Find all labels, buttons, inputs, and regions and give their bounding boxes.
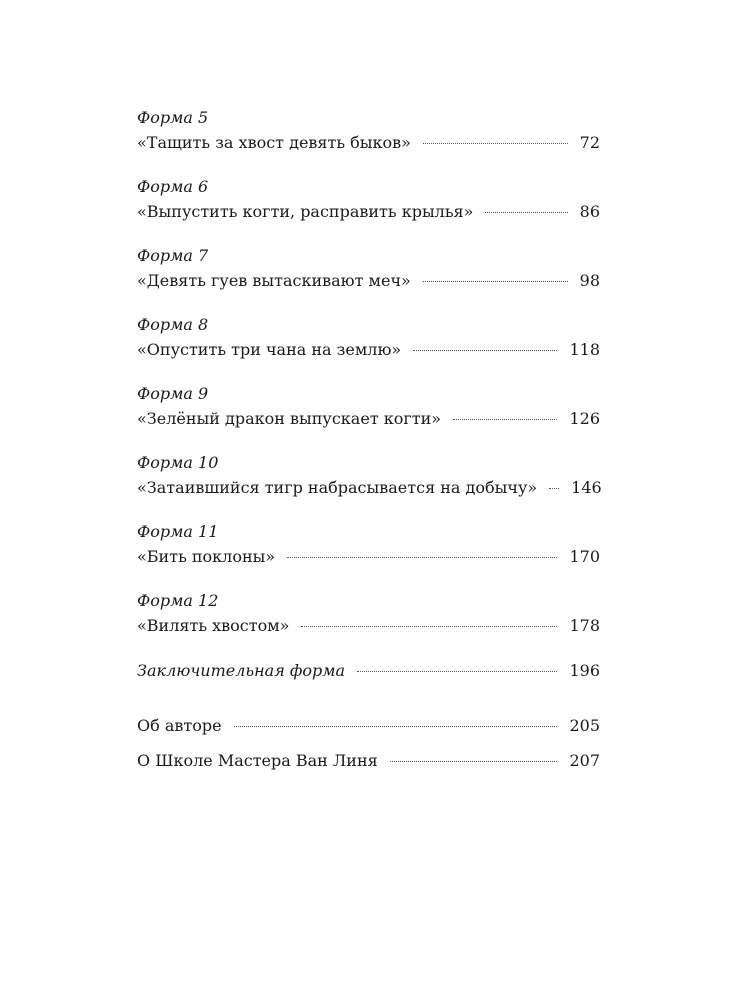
entry-title: «Выпустить когти, расправить крылья» <box>137 202 474 221</box>
dot-leader <box>549 488 559 489</box>
toc-line <box>137 337 600 363</box>
form-label: Форма 12 <box>137 591 219 610</box>
toc-entry-form-5[interactable] <box>137 106 600 156</box>
toc-line <box>137 130 600 156</box>
toc-line <box>137 268 600 294</box>
form-label: Форма 10 <box>137 453 219 472</box>
toc-line <box>137 544 600 570</box>
toc-line <box>137 475 600 501</box>
toc-appendix <box>137 713 600 774</box>
page-number: 126 <box>569 409 600 428</box>
page-number: 72 <box>579 133 600 152</box>
page-number: 118 <box>569 340 600 359</box>
entry-title: «Затаившийся тигр набрасывается на добычу» <box>137 478 538 497</box>
toc-line <box>137 658 600 684</box>
toc-entry-form-10[interactable] <box>137 451 600 501</box>
table-of-contents <box>137 106 600 783</box>
page-number: 98 <box>579 271 600 290</box>
dot-leader <box>413 350 557 351</box>
entry-title: «Зелёный дракон выпускает когти» <box>137 409 442 428</box>
toc-entry-about-school[interactable] <box>137 748 600 774</box>
toc-entry-form-11[interactable] <box>137 520 600 570</box>
toc-entry-form-8[interactable] <box>137 313 600 363</box>
spacer <box>137 703 600 713</box>
entry-title: О Школе Мастера Ван Линя <box>137 751 378 770</box>
toc-line <box>137 613 600 639</box>
dot-leader <box>390 761 558 762</box>
toc-entry-form-9[interactable] <box>137 382 600 432</box>
dot-leader <box>287 557 557 558</box>
entry-title: Об авторе <box>137 716 222 735</box>
entry-title: «Девять гуев вытаскивают меч» <box>137 271 411 290</box>
form-label: Форма 11 <box>137 522 219 541</box>
entry-title: Заключительная форма <box>137 661 346 680</box>
toc-line <box>137 199 600 225</box>
toc-entry-form-12[interactable] <box>137 589 600 639</box>
toc-entry-form-6[interactable] <box>137 175 600 225</box>
page-number: 86 <box>579 202 600 221</box>
dot-leader <box>234 726 558 727</box>
entry-title: «Вилять хвостом» <box>137 616 290 635</box>
page-number: 205 <box>569 716 600 735</box>
toc-entry-final-form[interactable] <box>137 658 600 684</box>
entry-title: «Опустить три чана на землю» <box>137 340 402 359</box>
form-label: Форма 9 <box>137 384 209 403</box>
dot-leader <box>485 212 567 213</box>
page-number: 146 <box>571 478 602 497</box>
form-label: Форма 6 <box>137 177 209 196</box>
entry-title: «Тащить за хвост девять быков» <box>137 133 411 152</box>
form-label: Форма 7 <box>137 246 209 265</box>
page-number: 178 <box>569 616 600 635</box>
entry-title: «Бить поклоны» <box>137 547 276 566</box>
page-number: 207 <box>569 751 600 770</box>
form-label: Форма 8 <box>137 315 209 334</box>
toc-entry-form-7[interactable] <box>137 244 600 294</box>
page-number: 170 <box>569 547 600 566</box>
page-number: 196 <box>569 661 600 680</box>
dot-leader <box>423 281 568 282</box>
dot-leader <box>357 671 557 672</box>
dot-leader <box>301 626 557 627</box>
toc-entry-about-author[interactable] <box>137 713 600 739</box>
dot-leader <box>453 419 557 420</box>
form-label: Форма 5 <box>137 108 209 127</box>
dot-leader <box>423 143 568 144</box>
toc-line <box>137 406 600 432</box>
